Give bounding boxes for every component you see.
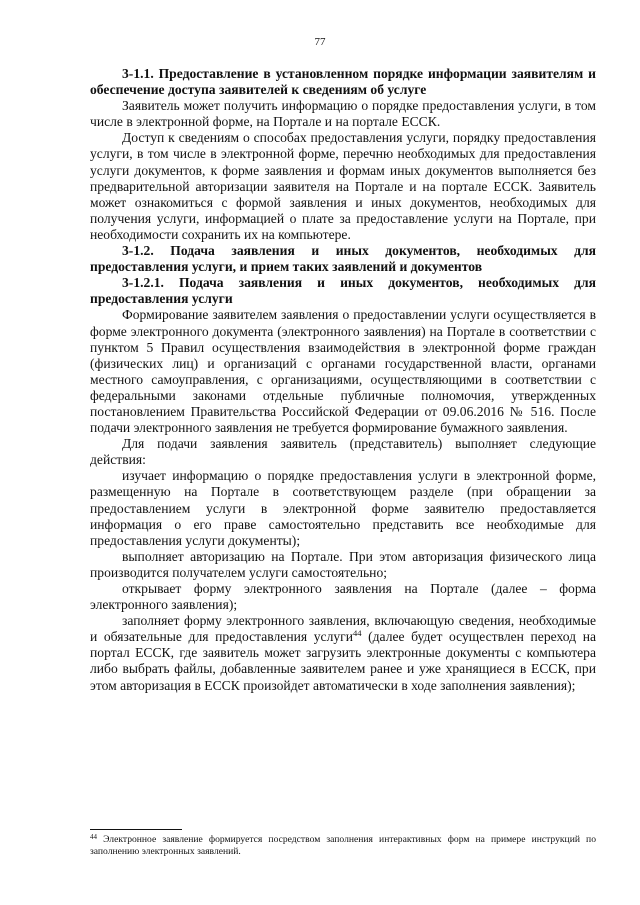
- page-number: 77: [314, 36, 326, 48]
- section-heading-3-1-2-1: 3-1.2.1. Подача заявления и иных документов, необходимых для предоставления услуги: [90, 275, 596, 307]
- body-paragraph: Формирование заявителем заявления о предоставлении услуги осуществляется в форме электронного документа (электронного заявления) на Портале в соответствии с пунктом 5 Правил осуществления взаимодействия в электронной форме граждан (физических лиц) и организаций с органами государственной власти, органами местного самоуправления, с организациями, осуществляющими в соответствии с федеральными законами отдельные публичные полномочия, утвержденных постановлением Правительства Российской Федерации от 09.06.2016 № 516. После подачи электронного заявления не требуется формирование бумажного заявления.: [90, 307, 596, 436]
- footnote: [90, 834, 596, 858]
- section-heading-3-1-1: 3-1.1. Предоставление в установленном порядке информации заявителям и обеспечение доступа заявителей к сведениям об услуге: [90, 66, 596, 98]
- page-content: [90, 66, 596, 694]
- list-item: выполняет авторизацию на Портале. При этом авторизация физического лица производится получателем услуги самостоятельно;: [90, 548, 596, 580]
- list-item: изучает информацию о порядке предоставления услуги в электронной форме, размещенную на Портале в соответствующем разделе (при обращении за предоставлением услуги в электронной форме заявителю предоставляется информация о его праве самостоятельно представить все необходимые для предоставления услуги документы);: [90, 468, 596, 548]
- list-item-with-footnote: [90, 613, 596, 693]
- body-paragraph: Доступ к сведениям о способах предоставления услуги, порядку предоставления услуги, в том числе в электронной форме, перечню необходимых для предоставления услуги документов, к форме заявления и формам иных документов выполняется без предварительной авторизации заявителя на Портале и на портале ЕССК. Заявитель может ознакомиться с формой заявления и иных документов, необходимых для получения услуги, информацией о плате за предоставление услуги на Портале, при необходимости сохранить их на компьютере.: [90, 130, 596, 242]
- footnote-text: Электронное заявление формируется посредством заполнения интерактивных форм на примере инструкций по заполнению электронных заявлений.: [90, 834, 596, 857]
- section-heading-3-1-2: 3-1.2. Подача заявления и иных документов, необходимых для предоставления услуги, и прием таких заявлений и документов: [90, 243, 596, 275]
- footnote-separator: [90, 829, 182, 830]
- body-paragraph: Для подачи заявления заявитель (представитель) выполняет следующие действия:: [90, 436, 596, 468]
- footnote-number: 44: [90, 833, 97, 841]
- list-item: открывает форму электронного заявления на Портале (далее – форма электронного заявления);: [90, 581, 596, 613]
- footnote-reference[interactable]: 44: [353, 628, 362, 639]
- list-item-text-before: заполняет форму электронного заявления, включающую сведения, необходимые и обязательные для предоставления услуги: [90, 613, 596, 645]
- list-item-text-after: (далее будет осуществлен переход на портал ЕССК, где заявитель может загрузить электронные документы с компьютера либо выбрать файлы, добавленные заявителем ранее и уже хранящиеся в ЕССК, при этом авторизация в ЕССК произойдет автоматически в ходе заполнения заявления);: [90, 629, 597, 693]
- body-paragraph: Заявитель может получить информацию о порядке предоставления услуги, в том числе в электронной форме, на Портале и на портале ЕССК.: [90, 98, 596, 130]
